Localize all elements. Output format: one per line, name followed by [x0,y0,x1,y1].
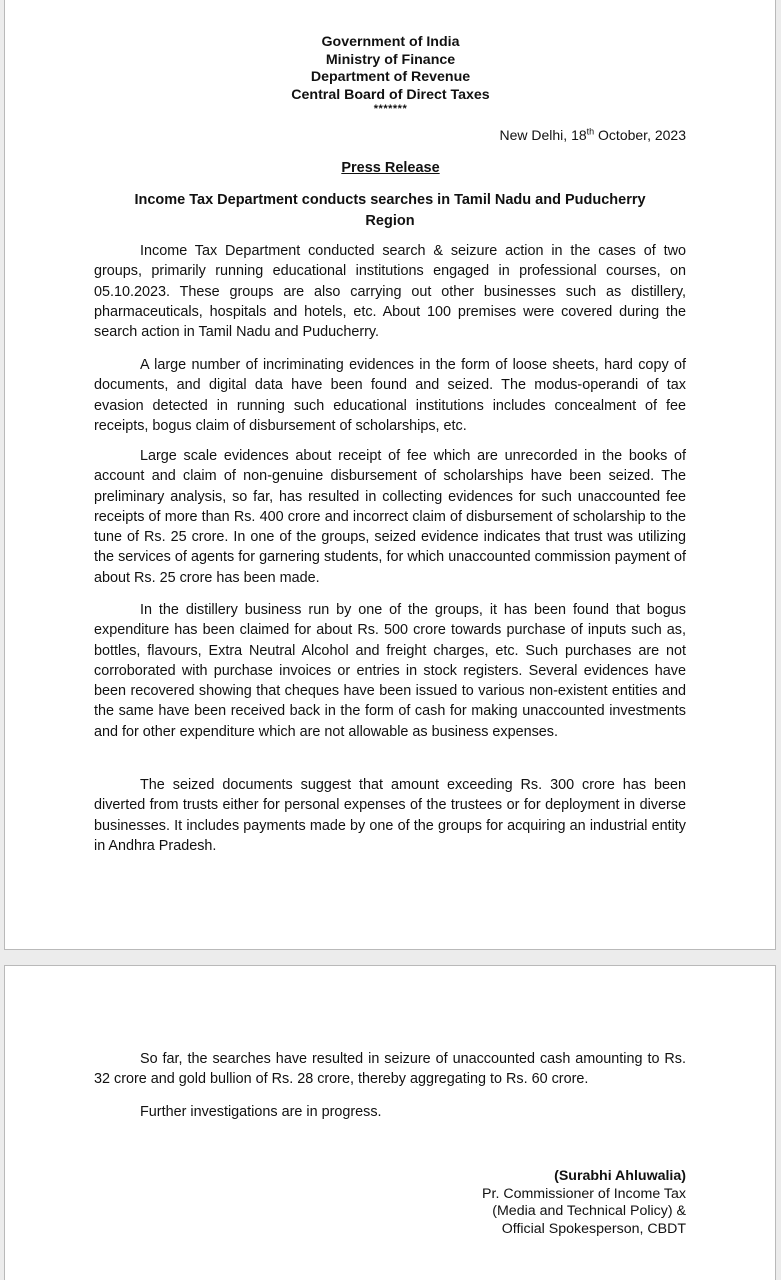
paragraph-4: In the distillery business run by one of the groups, it has been found that bogus expenditure has been claimed for about Rs. 500 crore towards purchase of inputs such as, bottles, flavours, Extra Neutral Alcohol and freight charges, etc. Such purchases are not corroborated with purchase invoices or entries in stock registers. Several evidences have been recovered showing that cheques have been issued to various non-existent entities and the same have been received back in the form of cash for making unaccounted investments and for other expenditure which are not allowable as business expenses. [94,602,686,740]
paragraph-6: So far, the searches have resulted in seizure of unaccounted cash amounting to Rs. 32 crore and gold bullion of Rs. 28 crore, thereby aggregating to Rs. 60 crore. [94,1051,686,1088]
signatory-name: (Surabhi Ahluwalia) [554,1168,686,1184]
header-board: Central Board of Direct Taxes [291,86,490,103]
letterhead [0,34,781,122]
paragraph-2: A large number of incriminating evidences in the form of loose sheets, hard copy of documents, and digital data have been found and seized. The modus-operandi of tax evasion detected in running such educational institutions includes concealment of fee receipts, bogus claim of disbursement of scholarships, etc. [94,357,686,434]
date-rest: October, 2023 [594,127,686,143]
dateline [499,127,686,143]
date-prefix: New Delhi, 18 [499,127,587,143]
header-separator: ******* [373,103,408,116]
header-ministry: Ministry of Finance [325,51,456,68]
signatory-role: Official Spokesperson, CBDT [501,1220,686,1237]
press-release-subject: Income Tax Department conducts searches in Tamil Nadu and Puducherry Region [134,192,646,229]
header-government: Government of India [321,34,460,50]
paragraph-1: Income Tax Department conducted search & seizure action in the cases of two groups, primarily running educational institutions engaged in professional courses, on 05.10.2023. These groups are also carrying out other businesses such as distillery, pharmaceuticals, hospitals and hotels, etc. About 100 premises were covered during the search action in Tamil Nadu and Puducherry. [94,243,686,341]
signatory-unit: (Media and Technical Policy) & [492,1203,686,1220]
signature-block [482,1168,686,1238]
paragraph-7: Further investigations are in progress. [140,1104,382,1120]
signatory-title: Pr. Commissioner of Income Tax [482,1185,686,1202]
header-department: Department of Revenue [310,69,471,86]
paragraph-5: The seized documents suggest that amount exceeding Rs. 300 crore has been diverted from trusts either for personal expenses of the trustees or for deployment in diverse businesses. It includes payments made by one of the groups for acquiring an industrial entity in Andhra Pradesh. [94,777,686,854]
press-release-title: Press Release [341,160,440,176]
date-ordinal: th [586,126,595,137]
paragraph-3: Large scale evidences about receipt of fee which are unrecorded in the books of account and claim of non-genuine disbursement of scholarships have been seized. The preliminary analysis, so far, has resulted in collecting evidences for such unaccounted fee receipts of more than Rs. 400 crore and incorrect claim of disbursement of scholarship to the tune of Rs. 25 crore. In one of the groups, seized evidence indicates that trust was utilizing the services of agents for garnering students, for which unaccounted commission payment of about Rs. 25 crore has been made. [94,448,686,586]
